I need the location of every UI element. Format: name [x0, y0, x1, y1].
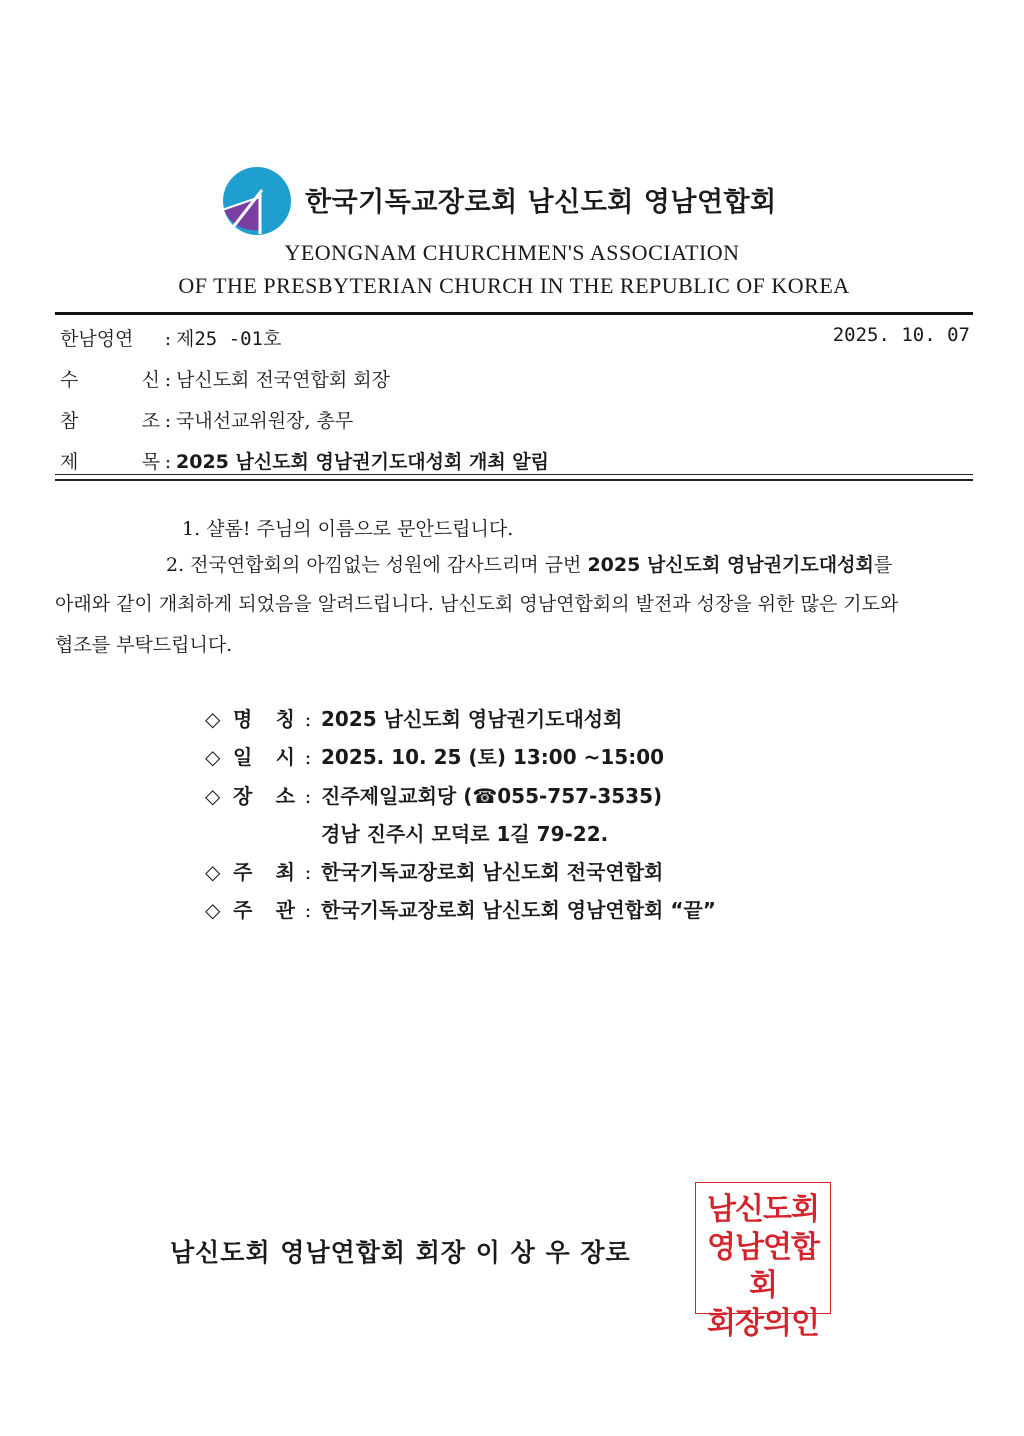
official-seal-stamp	[695, 1182, 831, 1341]
cc-label: 참 조	[60, 410, 160, 432]
detail-event-name: ◇ 명 칭 : 2025 남신도회 영남권기도대성회	[205, 703, 622, 732]
meta-divider-thin	[55, 474, 973, 475]
detail-organizer: ◇ 주 관 : 한국기독교장로회 남신도회 영남연합회 “끝”	[205, 894, 716, 923]
document-date: 2025. 10. 07	[832, 324, 970, 346]
detail-value: 진주제일교회당 (☎055-757-3535)	[321, 784, 663, 808]
paragraph-2-line2: 아래와 같이 개최하게 되었음을 알려드립니다. 남신도회 영남연합회의 발전과 성장을 위한 많은 기도와	[55, 593, 899, 615]
subject-row: 제 목 : 2025 남신도회 영남권기도대성회 개최 알림	[60, 447, 549, 474]
detail-venue-address	[321, 818, 608, 847]
cc-value: 국내선교위원장, 총무	[176, 410, 354, 432]
paragraph-2-line3: 협조를 부탁드립니다.	[55, 634, 233, 656]
reference-row: 한남영연 : 제25 -01호	[60, 324, 281, 351]
event-name-highlight: 2025 남신도회 영남권기도대성회	[587, 554, 874, 576]
detail-label: 명 칭	[233, 707, 295, 731]
cc-row: 참 조 : 국내선교위원장, 총무	[60, 406, 353, 433]
reference-number: 제25 -01호	[176, 328, 282, 350]
paragraph-2-prefix: 2. 전국연합회의 아낌없는 성원에 감사드리며 금번	[166, 554, 588, 576]
paragraph-2-suffix: 를	[873, 554, 893, 576]
detail-datetime: ◇ 일 시 : 2025. 10. 25 (토) 13:00 ~15:00	[205, 741, 664, 770]
diamond-bullet-icon: ◇	[205, 860, 221, 884]
detail-label: 장 소	[233, 784, 295, 808]
detail-host: ◇ 주 최 : 한국기독교장로회 남신도회 전국연합회	[205, 856, 663, 885]
recipient-row: 수 신 : 남신도회 전국연합회 회장	[60, 365, 390, 392]
detail-value: 한국기독교장로회 남신도회 영남연합회 “끝”	[321, 898, 716, 922]
paragraph-1: 1. 샬롬! 주님의 이름으로 문안드립니다.	[182, 518, 514, 540]
diamond-bullet-icon: ◇	[205, 784, 221, 808]
venue-address: 경남 진주시 모덕로 1길 79-22.	[321, 822, 609, 846]
detail-value: 2025 남신도회 영남권기도대성회	[321, 707, 623, 731]
paragraph-2-line1	[166, 550, 892, 577]
meta-divider-thick	[55, 479, 973, 481]
association-logo	[220, 166, 294, 236]
header-divider	[55, 312, 973, 315]
detail-label: 주 관	[233, 898, 295, 922]
detail-label: 일 시	[233, 745, 295, 769]
subject-label: 제 목	[60, 451, 160, 473]
detail-value: 한국기독교장로회 남신도회 전국연합회	[321, 860, 664, 884]
seal-line-1: 남신도회	[707, 1192, 819, 1227]
subject-value: 2025 남신도회 영남권기도대성회 개최 알림	[176, 451, 550, 473]
org-name-english-line1: YEONGNAM CHURCHMEN'S ASSOCIATION	[284, 240, 740, 265]
diamond-bullet-icon: ◇	[205, 707, 221, 731]
diamond-bullet-icon: ◇	[205, 745, 221, 769]
seal-line-2: 영남연합회	[707, 1230, 819, 1303]
signature-line: 남신도회 영남연합회 회장 이 상 우 장로	[170, 1238, 631, 1267]
detail-value: 2025. 10. 25 (토) 13:00 ~15:00	[321, 745, 665, 769]
reference-label: 한남영연	[60, 328, 134, 350]
recipient-label: 수 신	[60, 369, 160, 391]
detail-label: 주 최	[233, 860, 295, 884]
org-name-english-line2: OF THE PRESBYTERIAN CHURCH IN THE REPUBLIC OF KOREA	[178, 273, 850, 298]
detail-venue: ◇ 장 소 : 진주제일교회당 (☎055-757-3535)	[205, 780, 662, 809]
seal-line-3: 회장의인	[707, 1306, 819, 1341]
org-name-korean: 한국기독교장로회 남신도회 영남연합회	[305, 187, 777, 218]
diamond-bullet-icon: ◇	[205, 898, 221, 922]
recipient-value: 남신도회 전국연합회 회장	[176, 369, 390, 391]
